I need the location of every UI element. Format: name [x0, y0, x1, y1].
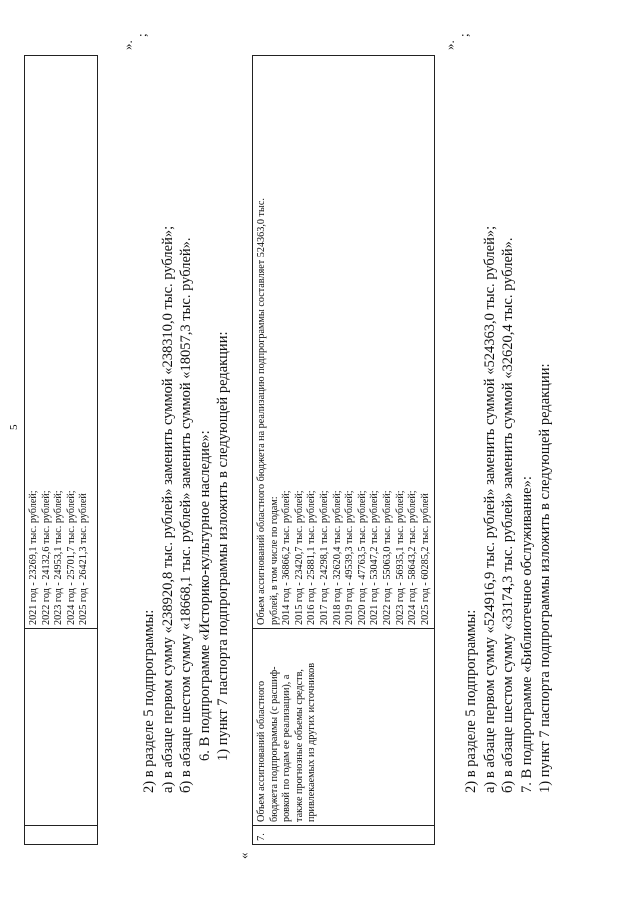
- paragraph-line: 1) пункт 7 паспорта подпрограммы изложить в следующей редакции:: [215, 331, 231, 761]
- paragraph-line: 7. В подпрограмме «Библиотечное обслуживание»:: [518, 476, 535, 793]
- label-line: привлекаемых из других источников: [306, 662, 318, 822]
- funding-table: [252, 55, 435, 845]
- table-row: 2024 год - 25701,7 тыс. рублей;: [65, 490, 77, 625]
- value-line: 2018 год - 32620,4 тыс. рублей;: [331, 490, 343, 625]
- closing-semicolon: ;: [134, 33, 149, 37]
- paragraph-line: 1) пункт 7 паспорта подпрограммы изложить в следующей редакции:: [537, 363, 553, 793]
- paragraph-line: б) в абзаце шестом сумму «18668,1 тыс. рублей» заменить суммой «18057,3 тыс. рублей».: [178, 237, 194, 793]
- table-num-cell: [253, 826, 435, 845]
- table-label-cell: [25, 629, 98, 826]
- value-line: 2015 год - 23420,7 тыс. рублей;: [293, 490, 305, 625]
- value-line: 2016 год - 25881,1 тыс. рублей;: [306, 490, 318, 625]
- table-num-cell: [25, 826, 98, 845]
- value-line: 2014 год - 36866,2 тыс. рублей;: [281, 490, 293, 625]
- value-line: рублей, в том числе по годам:: [268, 496, 280, 625]
- paragraph-line: 2) в разделе 5 подпрограммы:: [141, 609, 157, 793]
- row-number: 7.: [256, 833, 267, 841]
- value-line: 2025 год - 60285,2 тыс. рублей: [419, 493, 431, 625]
- table-row: 2023 год - 24953,1 тыс. рублей;: [53, 490, 65, 625]
- closing-quote: ».: [442, 40, 457, 50]
- paragraph-line: б) в абзаце шестом сумму «33174,3 тыс. рублей» заменить суммой «32620,4 тыс. рублей».: [500, 237, 516, 793]
- table-label-cell: [253, 629, 435, 826]
- table-row: 2025 год - 26421,3 тыс. рублей: [78, 493, 90, 625]
- value-line: Объем ассигнований областного бюджета на реализацию подпрограммы составляет 524363,0 тыс.: [256, 198, 267, 625]
- value-line: 2024 год - 58643,2 тыс. рублей;: [407, 490, 419, 625]
- label-line: ровкой по годам ее реализации), а: [281, 674, 293, 822]
- page-number: 5: [8, 424, 20, 430]
- table-row: 2021 год - 23269,1 тыс. рублей;: [28, 490, 39, 625]
- table-value-cell: [253, 56, 435, 629]
- value-line: 2022 год - 55063,0 тыс. рублей;: [381, 490, 393, 625]
- paragraph-line: а) в абзаце первом сумму «238920,8 тыс. рублей» заменить суммой «238310,0 тыс. рублей»;: [159, 225, 176, 793]
- value-line: 2023 год - 56935,1 тыс. рублей;: [394, 490, 406, 625]
- funding-table-continuation: [24, 55, 98, 845]
- paragraph-line: 6. В подпрограмме «Историко-культурное наследие»:: [196, 430, 213, 761]
- table-row: 2022 год - 24132,6 тыс. рублей;: [40, 490, 52, 625]
- value-line: 2017 год - 24298,1 тыс. рублей;: [318, 490, 330, 625]
- opening-quote: «: [236, 852, 251, 859]
- value-line: 2020 год - 47763,5 тыс. рублей;: [356, 490, 368, 625]
- paragraph-line: 2) в разделе 5 подпрограммы:: [463, 609, 479, 793]
- amendment-paragraphs-1: [140, 226, 233, 793]
- label-line: Объем ассигнований областного: [256, 680, 267, 822]
- value-line: 2021 год - 53047,2 тыс. рублей;: [369, 490, 381, 625]
- amendment-paragraphs-2: [462, 226, 555, 793]
- value-line: 2019 год - 49539,3 тыс. рублей;: [344, 490, 356, 625]
- closing-semicolon: ;: [456, 33, 471, 37]
- label-line: бюджета подпрограммы (с расшиф-: [268, 666, 280, 822]
- label-line: также прогнозные объемы средств,: [293, 669, 305, 822]
- paragraph-line: а) в абзаце первом сумму «524916,9 тыс. рублей» заменить суммой «524363,0 тыс. рублей»;: [481, 225, 498, 793]
- table-value-cell: [25, 56, 98, 629]
- closing-quote: ».: [120, 40, 135, 50]
